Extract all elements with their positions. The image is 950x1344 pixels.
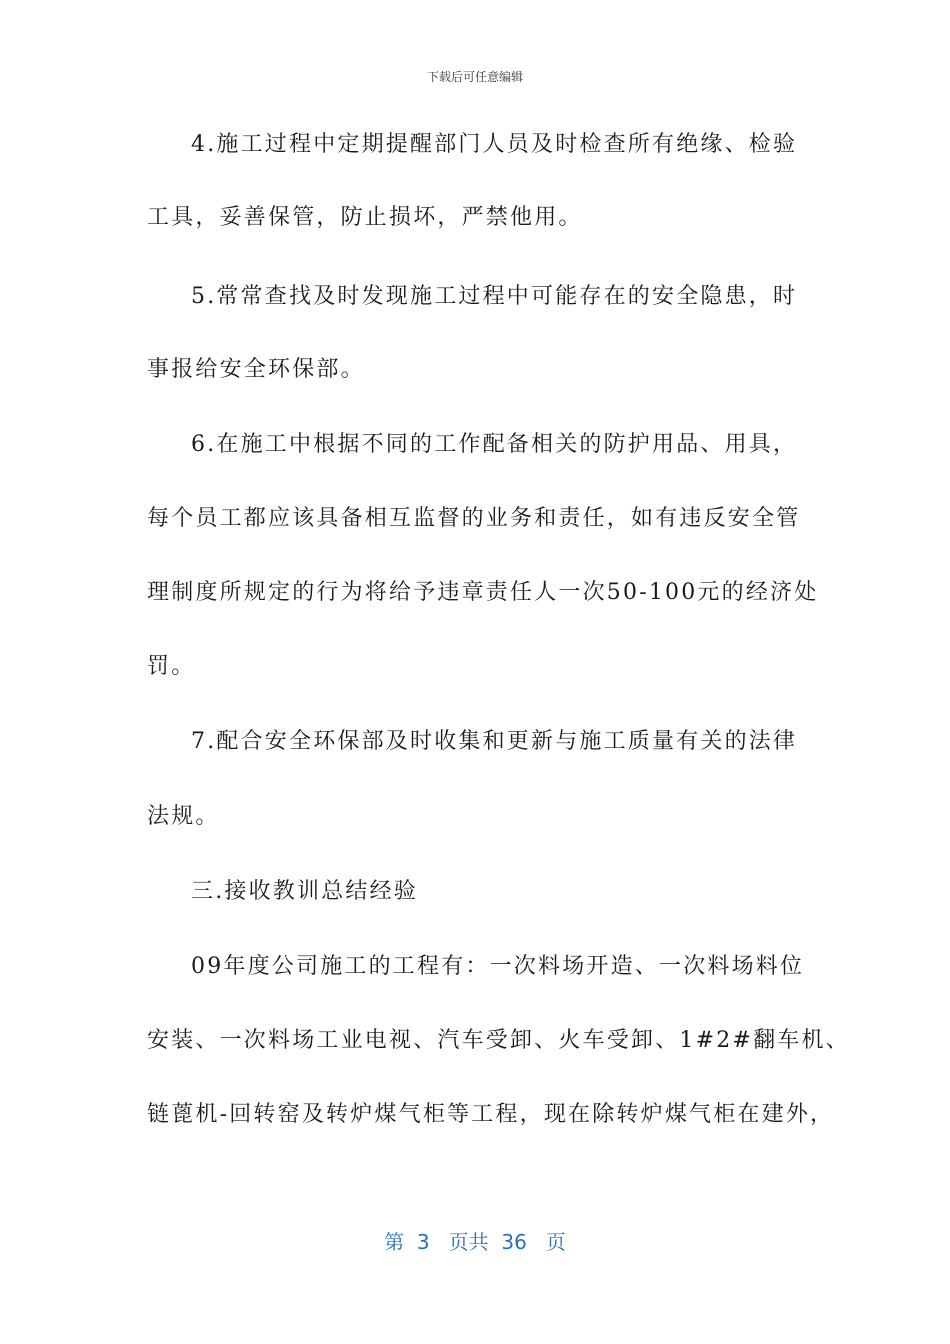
paragraph-6-line-3: 理制度所规定的行为将给予违章责任人一次50-100元的经济处 [147,580,819,605]
header-note: 下载后可任意编辑 [426,70,523,84]
section-heading-3: 三.接收教训总结经验 [191,879,418,904]
paragraph-5-line-1: 5.常常查找及时发现施工过程中可能存在的安全隐患，时 [191,284,798,309]
paragraph-7-line-2: 法规。 [147,804,220,829]
paragraph-8-line-3: 链蓖机-回转窑及转炉煤气柜等工程，现在除转炉煤气柜在建外， [147,1102,835,1127]
paragraph-4-line-1: 4.施工过程中定期提醒部门人员及时检查所有绝缘、检验 [191,132,798,157]
paragraph-6-line-4: 罚。 [147,654,196,679]
paragraph-4-line-2: 工具，妥善保管，防止损坏，严禁他用。 [147,205,583,230]
paragraph-6-line-2: 每个员工都应该具备相互监督的业务和责任，如有违反安全管 [147,506,801,531]
page-number-footer: 第 3 页共 36 页 [384,1230,566,1254]
paragraph-8-line-2: 安装、一次料场工业电视、汽车受卸、火车受卸、1#2#翻车机、 [147,1028,850,1053]
paragraph-7-line-1: 7.配合安全环保部及时收集和更新与施工质量有关的法律 [191,729,798,754]
paragraph-5-line-2: 事报给安全环保部。 [147,357,365,382]
paragraph-8-line-1: 09年度公司施工的工程有：一次料场开造、一次料场料位 [191,954,805,979]
paragraph-6-line-1: 6.在施工中根据不同的工作配备相关的防护用品、用具， [191,432,798,457]
